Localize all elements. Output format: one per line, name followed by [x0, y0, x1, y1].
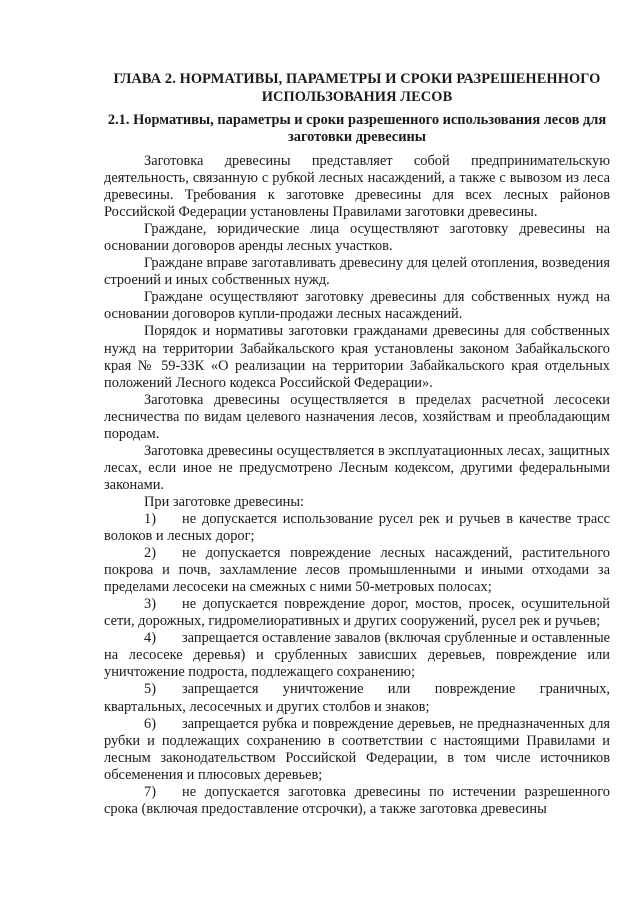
- list-item-number: 2): [144, 545, 156, 562]
- list-item: [104, 511, 610, 545]
- list-item-number: 5): [144, 681, 156, 698]
- paragraph: Порядок и нормативы заготовки гражданами древесины для собственных нужд на территории Забайкальского края установлены законом Забайкальского края № 59-ЗЗК «О реализации на территории Забайкальского края отдельных положений Лесного кодекса Российской Федерации».: [104, 323, 610, 391]
- list-item-number: 4): [144, 630, 156, 647]
- paragraph: При заготовке древесины:: [144, 493, 305, 510]
- paragraph: Граждане, юридические лица осуществляют заготовку древесины на основании договоров аренды лесных участков.: [104, 221, 610, 255]
- list-item-text: запрещается рубка и повреждение деревьев, не предназначенных для рубки и подлежащих сохранению в соответствии с настоящими Правилами и лесным законодательством Российской Федерации, в том числе источников обсеменения и плюсовых деревьев;: [104, 715, 610, 783]
- paragraph: Граждане вправе заготавливать древесину для целей отопления, возведения строений и иных собственных нужд.: [104, 255, 610, 289]
- list-item-number: 7): [144, 783, 156, 800]
- list-item: [104, 630, 610, 681]
- chapter-title: ГЛАВА 2. НОРМАТИВЫ, ПАРАМЕТРЫ И СРОКИ РАЗРЕШЕНЕННОГО ИСПОЛЬЗОВАНИЯ ЛЕСОВ: [113, 71, 601, 105]
- paragraph: Заготовка древесины осуществляется в пределах расчетной лесосеки лесничества по видам целевого назначения лесов, хозяйствам и преобладающим породам.: [104, 391, 610, 442]
- list-item: [104, 545, 610, 596]
- list-item-number: 3): [144, 596, 156, 613]
- section-title: 2.1. Нормативы, параметры и сроки разрешенного использования лесов для заготовки древесины: [107, 112, 607, 145]
- list-item-text: не допускается повреждение дорог, мостов, просек, осушительной сети, дорожных, гидромелиоративных и других сооружений, русел рек и ручьев;: [104, 596, 610, 630]
- list-item-text: не допускается повреждение лесных насаждений, растительного покрова и почв, захламление лесов промышленными и иными отходами за пределами лесосеки на смежных с ними 50-метровых полосах;: [104, 545, 610, 596]
- list-item: [104, 596, 610, 630]
- list-item: [104, 716, 610, 784]
- list-item-text: запрещается уничтожение или повреждение граничных, квартальных, лесосечных и других столбов и знаков;: [104, 681, 610, 715]
- paragraph: Заготовка древесины осуществляется в эксплуатационных лесах, защитных лесах, если иное не предусмотрено Лесным кодексом, другими федеральными законами.: [104, 442, 610, 493]
- list-item-text: запрещается оставление завалов (включая срубленные и оставленные на лесосеке деревья) и срубленных зависших деревьев, повреждение или уничтожение подроста, подлежащего сохранению;: [104, 630, 610, 681]
- list-item: [104, 681, 610, 715]
- paragraph: Граждане осуществляют заготовку древесины для собственных нужд на основании договоров купли-продажи лесных насаждений.: [104, 289, 610, 323]
- document-page: [104, 70, 610, 818]
- paragraph: Заготовка древесины представляет собой предпринимательскую деятельность, связанную с рубкой лесных насаждений, а также с вывозом из леса древесины. Требования к заготовке древесины для всех лесных районов Российской Федерации установлены Правилами заготовки древесины.: [104, 153, 610, 221]
- list-item-number: 6): [144, 715, 156, 732]
- list-item-text: не допускается заготовка древесины по истечении разрешенного срока (включая предоставление отсрочки), а также заготовка древесины: [104, 783, 610, 817]
- list-item: [104, 784, 610, 818]
- list-item-text: не допускается использование русел рек и ручьев в качестве трасс волоков и лесных дорог;: [104, 510, 610, 545]
- list-item-number: 1): [144, 510, 156, 527]
